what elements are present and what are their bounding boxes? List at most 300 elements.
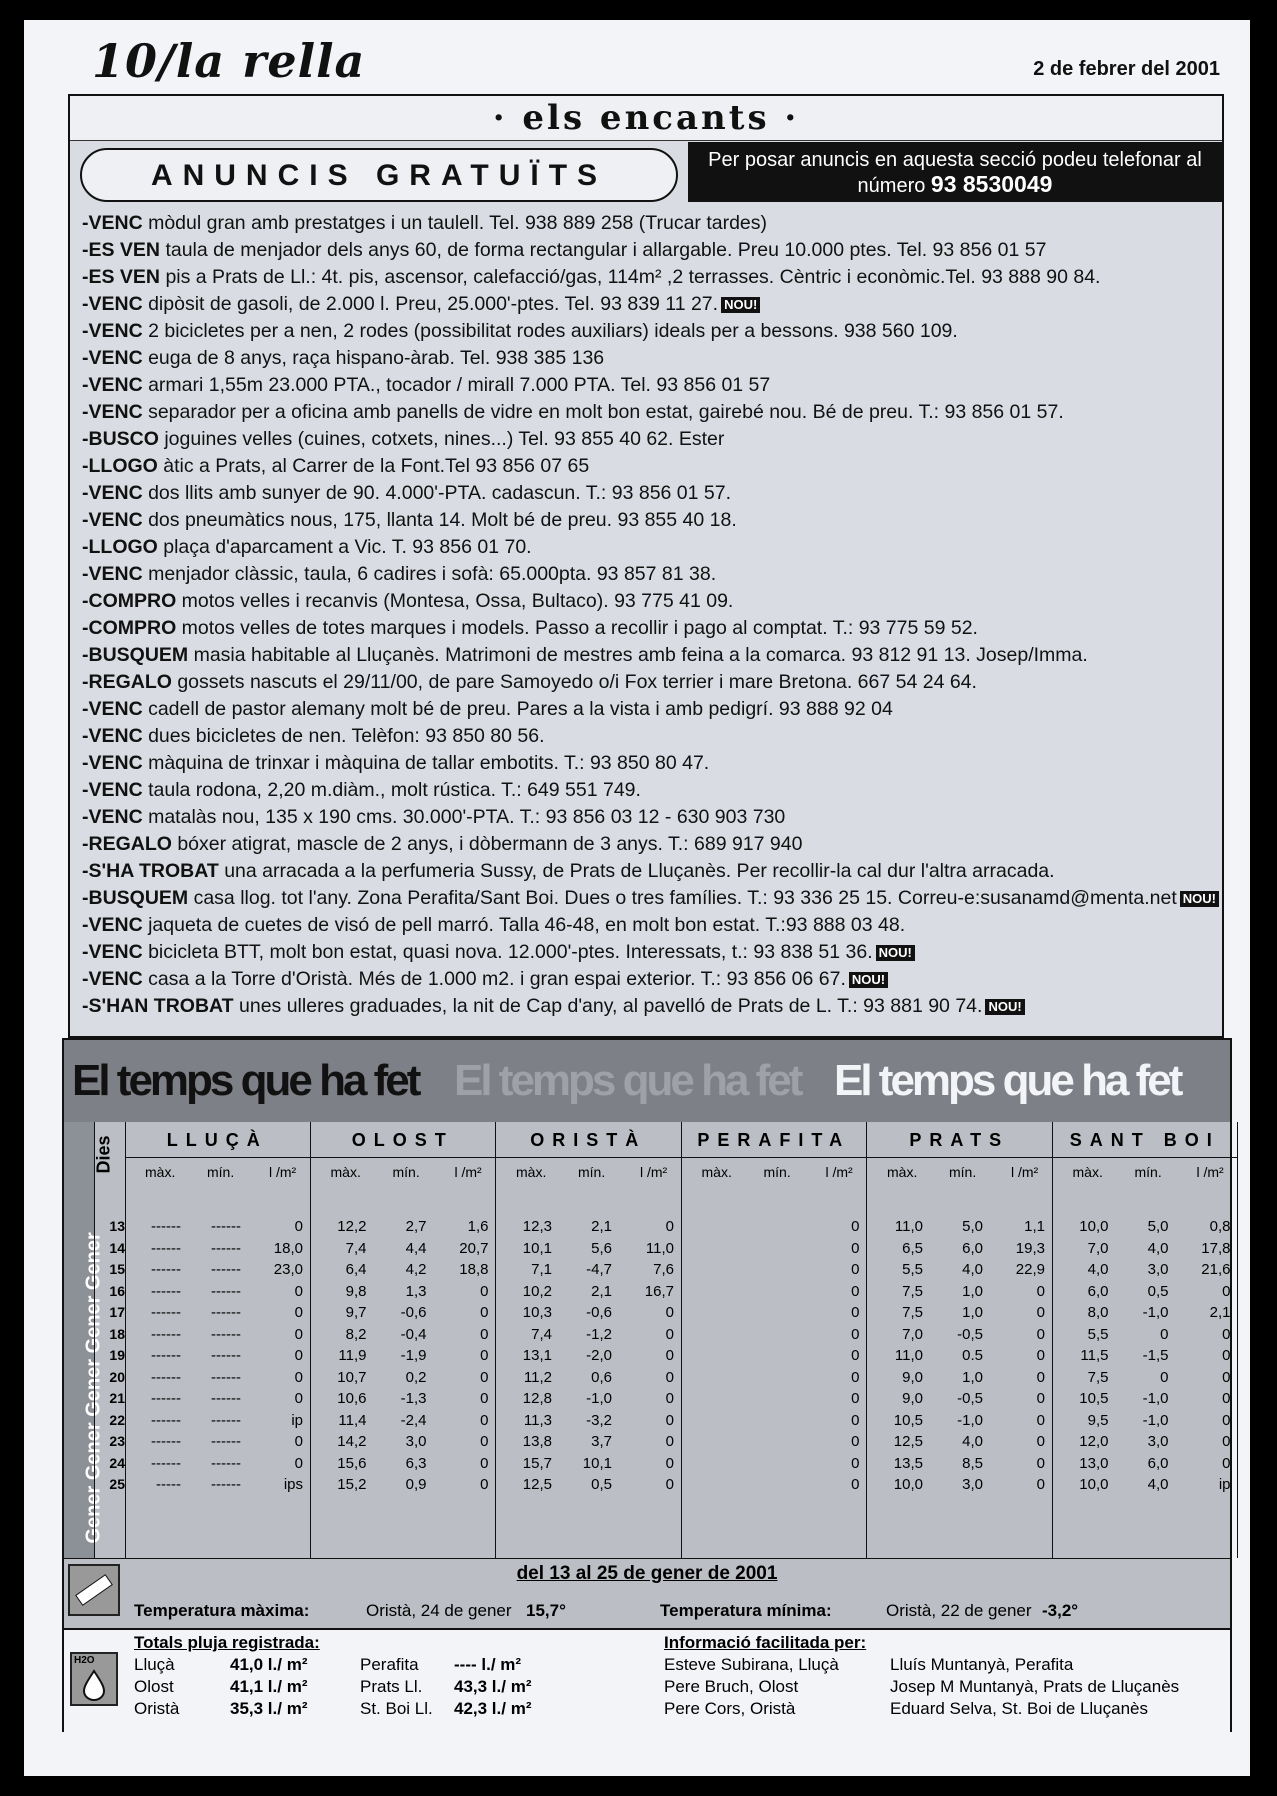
- reading-value: 4,0: [962, 1433, 983, 1450]
- rain-total-town: Olost: [134, 1677, 174, 1696]
- reading-value: 7,4: [345, 1239, 367, 1257]
- reading-value: 5,0: [962, 1218, 983, 1235]
- weather-section: [62, 1038, 1232, 1732]
- days-column: [94, 1122, 126, 1558]
- reading-value: ------: [211, 1261, 241, 1278]
- ad-keyword: -VENC: [82, 482, 143, 504]
- reading-value: 0: [294, 1433, 303, 1450]
- reading-value: 7,0: [1087, 1239, 1109, 1257]
- reading-value: 0: [294, 1347, 303, 1364]
- reading-value: -1,5: [1142, 1347, 1169, 1364]
- column-subheader: màx.: [887, 1164, 918, 1180]
- column-subheader: mín.: [763, 1164, 791, 1180]
- reading-value: 3,0: [405, 1433, 427, 1450]
- reading-value: 0: [851, 1368, 860, 1386]
- column-subheader: l /m²: [640, 1164, 668, 1180]
- ad-text: euga de 8 anys, raça hispano-àrab. Tel. 938 385 136: [142, 347, 605, 369]
- ad-item: [82, 966, 1222, 993]
- ad-text: taula de menjador dels anys 60, de forma rectangular i allargable. Preu 10.000 ptes. Tel. 93 856 01 57: [160, 239, 1047, 261]
- reading-value: 0: [480, 1282, 489, 1300]
- ad-item: [82, 480, 1222, 507]
- reading-value: ------: [151, 1454, 181, 1472]
- reading-value: -0,5: [957, 1390, 983, 1407]
- reading-value: 0: [851, 1282, 860, 1300]
- day-number: 21: [109, 1390, 125, 1406]
- ad-keyword: -S'HA TROBAT: [82, 860, 219, 882]
- reading-value: 0: [1222, 1347, 1231, 1364]
- day-number: 18: [109, 1325, 125, 1342]
- reading-value: 0: [665, 1325, 674, 1343]
- reading-value: 19,3: [1015, 1239, 1045, 1257]
- reading-value: 8,2: [345, 1325, 367, 1343]
- reading-value: 0: [294, 1218, 303, 1235]
- ad-item: [82, 453, 1222, 480]
- reading-value: ------: [151, 1433, 181, 1450]
- reading-value: ------: [151, 1390, 181, 1407]
- ad-text: gossets nascuts el 29/11/00, de pare Samoyedo o/i Fox terrier i mare Bretona. 667 54 24 64.: [171, 671, 977, 693]
- reading-value: 0: [851, 1304, 860, 1321]
- reading-value: 0,2: [405, 1368, 427, 1386]
- reading-value: 6,0: [1147, 1454, 1169, 1472]
- reading-value: 2,1: [591, 1282, 612, 1300]
- reading-value: -0,6: [400, 1304, 427, 1321]
- ad-text: una arracada a la perfumeria Sussy, de Prats de Lluçanès. Per recollir-la cal dur l'altra arracada.: [218, 860, 1055, 882]
- ad-text: 2 bicicletes per a nen, 2 rodes (possibilitat rodes auxiliars) ideals per a bessons. 938 560 109.: [142, 320, 958, 342]
- reading-value: 18,0: [273, 1239, 303, 1257]
- ad-text: taula rodona, 2,20 m.diàm., molt rústica. T.: 649 551 749.: [142, 779, 641, 801]
- ad-item: [82, 345, 1222, 372]
- reading-value: 0: [665, 1454, 674, 1472]
- reading-value: -----: [156, 1476, 181, 1493]
- reading-value: 11,0: [894, 1218, 923, 1235]
- contact-number: 93 8530049: [930, 171, 1053, 197]
- reading-value: 0: [480, 1325, 489, 1343]
- reading-value: ------: [211, 1218, 241, 1235]
- reading-value: 0: [851, 1239, 860, 1257]
- ad-keyword: -REGALO: [82, 671, 172, 693]
- ad-keyword: -VENC: [82, 563, 143, 585]
- reading-value: 10,0: [1079, 1218, 1109, 1235]
- temperature-extremes: [64, 1596, 1230, 1626]
- reading-value: 13,0: [1079, 1454, 1109, 1472]
- reading-value: 1,1: [1024, 1218, 1045, 1235]
- page-header: [70, 34, 1220, 96]
- reading-value: 10,1: [522, 1239, 552, 1257]
- ad-keyword: -VENC: [82, 806, 143, 828]
- reading-value: 0: [1160, 1368, 1169, 1386]
- reading-value: -3,2: [586, 1411, 612, 1429]
- ad-keyword: -ES VEN: [82, 266, 161, 288]
- reading-value: -2,0: [586, 1347, 612, 1364]
- ad-text: menjador clàssic, taula, 6 cadires i sofà: 65.000pta. 93 857 81 38.: [142, 563, 717, 585]
- rain-total-value: 41,0 l./ m²: [230, 1655, 308, 1674]
- reading-value: 6,3: [405, 1454, 427, 1472]
- reading-value: 4,0: [1147, 1239, 1169, 1257]
- ad-item: [82, 291, 1222, 318]
- reading-value: 0: [480, 1411, 489, 1429]
- reading-value: 1,0: [962, 1368, 983, 1386]
- info-credit: Pere Bruch, Olost: [664, 1677, 799, 1696]
- reading-value: 1,0: [962, 1304, 983, 1321]
- station-name: ORISTÀ: [496, 1130, 681, 1158]
- section-title: · els encants ·: [70, 96, 1222, 141]
- info-credit: Pere Cors, Oristà: [664, 1699, 796, 1718]
- ad-keyword: -BUSQUEM: [82, 887, 189, 909]
- reading-value: 0: [480, 1454, 489, 1472]
- reading-value: 0: [480, 1368, 489, 1386]
- column-subheader: mín.: [578, 1164, 606, 1180]
- station-column: [682, 1122, 868, 1558]
- reading-value: 6,4: [345, 1261, 367, 1278]
- reading-value: ------: [151, 1368, 181, 1386]
- ad-item: [82, 507, 1222, 534]
- weather-title-echo: El temps que ha fet: [834, 1056, 1181, 1105]
- reading-value: 0: [665, 1304, 674, 1321]
- reading-value: 10,1: [582, 1454, 612, 1472]
- ad-text: dos pneumàtics nous, 175, llanta 14. Molt bé de preu. 93 855 40 18.: [142, 509, 737, 531]
- ad-text: joguines velles (cuines, cotxets, nines...) Tel. 93 855 40 62. Ester: [158, 428, 725, 450]
- ad-item: [82, 696, 1222, 723]
- reading-value: 0: [1036, 1476, 1045, 1493]
- ad-keyword: -VENC: [82, 779, 143, 801]
- reading-value: 5,0: [1147, 1218, 1169, 1235]
- day-number: 17: [109, 1304, 125, 1320]
- ad-keyword: -VENC: [82, 374, 143, 396]
- reading-value: -2,4: [400, 1411, 427, 1429]
- ad-item: [82, 642, 1222, 669]
- reading-value: 11,0: [645, 1239, 674, 1257]
- column-subheader: màx.: [701, 1164, 732, 1180]
- reading-value: 0: [1036, 1433, 1045, 1450]
- newspaper-page: [24, 20, 1250, 1776]
- reading-value: 0,5: [591, 1476, 612, 1493]
- reading-value: 12,0: [1079, 1433, 1109, 1450]
- reading-value: 2,7: [405, 1218, 427, 1235]
- reading-value: ip: [291, 1411, 303, 1429]
- station-column: [496, 1122, 682, 1558]
- reading-value: 12,5: [522, 1476, 552, 1493]
- reading-value: 0,8: [1209, 1218, 1231, 1235]
- reading-value: 4,4: [405, 1239, 427, 1257]
- reading-value: 4,0: [1087, 1261, 1109, 1278]
- reading-value: 0: [1222, 1411, 1231, 1429]
- ad-text: separador per a oficina amb panells de vidre en molt bon estat, gairebé nou. Bé de preu. T.: 93 856 01 57.: [142, 401, 1064, 423]
- ad-text: masia habitable al Lluçanès. Matrimoni de mestres amb feina a la comarca. 93 812 91 13. Josep/Imma.: [188, 644, 1088, 666]
- ad-item: [82, 777, 1222, 804]
- reading-value: 0,9: [405, 1476, 427, 1493]
- ad-text: dipòsit de gasoli, de 2.000 l. Preu, 25.000'-ptes. Tel. 93 839 11 27.: [142, 293, 719, 315]
- weather-title: El temps que ha fet: [72, 1056, 419, 1105]
- reading-value: -1,9: [400, 1347, 427, 1364]
- reading-value: 0,6: [591, 1368, 612, 1386]
- ad-keyword: -VENC: [82, 401, 143, 423]
- new-badge: NOU!: [985, 999, 1024, 1015]
- ad-text: màquina de trinxar i màquina de tallar embotits. T.: 93 850 80 47.: [142, 752, 710, 774]
- ad-item: [82, 615, 1222, 642]
- reading-value: ------: [211, 1368, 241, 1386]
- station-name: OLOST: [311, 1130, 496, 1158]
- ad-item: [82, 399, 1222, 426]
- rain-total-town: Prats Ll.: [360, 1677, 423, 1696]
- station-column: [311, 1122, 497, 1558]
- reading-value: 0: [1036, 1454, 1045, 1472]
- reading-value: 9,0: [902, 1390, 923, 1407]
- column-subheader: màx.: [330, 1164, 361, 1180]
- reading-value: 0: [480, 1390, 489, 1407]
- reading-value: 0: [665, 1433, 674, 1450]
- ad-item: [82, 885, 1222, 912]
- ad-item: [82, 210, 1222, 237]
- reading-value: 0: [480, 1347, 489, 1364]
- ad-item: [82, 534, 1222, 561]
- reading-value: -1,0: [1142, 1304, 1169, 1321]
- reading-value: 0: [665, 1218, 674, 1235]
- reading-value: 0,5: [1147, 1282, 1169, 1300]
- reading-value: ------: [211, 1476, 241, 1493]
- column-subheader: l /m²: [269, 1164, 297, 1180]
- ad-keyword: -VENC: [82, 293, 143, 315]
- reading-value: ------: [211, 1390, 241, 1407]
- reading-value: 7,5: [902, 1282, 923, 1300]
- reading-value: 0: [851, 1411, 860, 1429]
- column-subheader: l /m²: [1196, 1164, 1224, 1180]
- reading-value: 0: [294, 1454, 303, 1472]
- new-badge: NOU!: [721, 297, 760, 313]
- weather-title-echo: El temps que ha fet: [454, 1056, 801, 1105]
- reading-value: 6,0: [962, 1239, 983, 1257]
- ad-text: motos velles de totes marques i models. Passo a recollir i pago al comptat. T.: 93 775 59 52.: [176, 617, 978, 639]
- reading-value: 10,7: [337, 1368, 367, 1386]
- reading-value: 0: [1222, 1390, 1231, 1407]
- reading-value: 4,2: [405, 1261, 427, 1278]
- reading-value: 2,1: [591, 1218, 612, 1235]
- ad-item: [82, 912, 1222, 939]
- free-ads-banner: ANUNCIS GRATUÏTS: [80, 148, 678, 202]
- column-subheader: mín.: [392, 1164, 420, 1180]
- reading-value: 0: [294, 1282, 303, 1300]
- reading-value: -0,5: [957, 1325, 983, 1343]
- station-name: PRATS: [867, 1130, 1052, 1158]
- ad-item: [82, 318, 1222, 345]
- reading-value: 15,7: [522, 1454, 552, 1472]
- reading-value: 3,0: [1147, 1261, 1169, 1278]
- day-number: 24: [109, 1454, 125, 1471]
- ad-item: [82, 750, 1222, 777]
- reading-value: 1,0: [962, 1282, 983, 1300]
- station-name: LLUÇÀ: [125, 1130, 310, 1158]
- day-number: 13: [109, 1218, 125, 1234]
- ad-item: [82, 372, 1222, 399]
- column-subheader: l /m²: [454, 1164, 482, 1180]
- day-number: 14: [109, 1239, 125, 1256]
- reading-value: ------: [151, 1239, 181, 1257]
- reading-value: 0: [480, 1433, 489, 1450]
- reading-value: 0: [294, 1325, 303, 1343]
- reading-value: 0: [1036, 1304, 1045, 1321]
- reading-value: 0: [851, 1325, 860, 1343]
- reading-value: ------: [151, 1411, 181, 1429]
- tmin-value: -3,2°: [1042, 1601, 1079, 1620]
- day-number: 19: [109, 1347, 125, 1363]
- issue-date: 2 de febrer del 2001: [1033, 58, 1220, 80]
- ad-keyword: -VENC: [82, 752, 143, 774]
- reading-value: 0: [665, 1411, 674, 1429]
- column-subheader: màx.: [145, 1164, 176, 1180]
- reading-value: 6,5: [902, 1239, 923, 1257]
- reading-value: 21,6: [1201, 1261, 1231, 1278]
- ad-keyword: -ES VEN: [82, 239, 161, 261]
- reading-value: 4,0: [1147, 1476, 1169, 1493]
- ad-item: [82, 264, 1222, 291]
- rain-total-value: 41,1 l./ m²: [230, 1677, 308, 1696]
- reading-value: 0: [1036, 1325, 1045, 1343]
- reading-value: 0: [851, 1218, 860, 1235]
- reading-value: 0.5: [962, 1347, 983, 1364]
- ad-text: dues bicicletes de nen. Telèfon: 93 850 80 56.: [142, 725, 545, 747]
- reading-value: 3,0: [1147, 1433, 1169, 1450]
- reading-value: 11,5: [1080, 1347, 1109, 1364]
- reading-value: 10,5: [893, 1411, 923, 1429]
- ad-keyword: -VENC: [82, 941, 143, 963]
- reading-value: -4,7: [586, 1261, 612, 1278]
- reading-value: 12,3: [522, 1218, 552, 1235]
- reading-value: ------: [211, 1411, 241, 1429]
- ad-keyword: -VENC: [82, 914, 143, 936]
- reading-value: -1,0: [957, 1411, 983, 1429]
- rain-total-value: 35,3 l./ m²: [230, 1699, 308, 1718]
- reading-value: -0,4: [400, 1325, 427, 1343]
- reading-value: ------: [211, 1239, 241, 1257]
- ad-keyword: -VENC: [82, 509, 143, 531]
- ad-item: [82, 831, 1222, 858]
- column-subheader: mín.: [207, 1164, 235, 1180]
- reading-value: 0: [1036, 1411, 1045, 1429]
- reading-value: 0: [851, 1454, 860, 1472]
- reading-value: ------: [211, 1347, 241, 1364]
- station-column: [1053, 1122, 1239, 1558]
- reading-value: 0: [1036, 1390, 1045, 1407]
- ad-item: [82, 669, 1222, 696]
- station-column: [125, 1122, 311, 1558]
- day-number: 23: [109, 1433, 125, 1449]
- new-badge: NOU!: [849, 972, 888, 988]
- reading-value: 0: [1222, 1368, 1231, 1386]
- reading-value: ------: [211, 1282, 241, 1300]
- reading-value: 9,5: [1087, 1411, 1109, 1429]
- reading-value: 3,0: [962, 1476, 983, 1493]
- reading-value: 8,5: [962, 1454, 983, 1472]
- reading-value: ------: [211, 1433, 241, 1450]
- reading-value: 12,5: [893, 1433, 923, 1450]
- rain-total-value: 43,3 l./ m²: [454, 1677, 532, 1696]
- reading-value: 22,9: [1015, 1261, 1045, 1278]
- ad-keyword: -COMPRO: [82, 617, 177, 639]
- ad-keyword: -S'HAN TROBAT: [82, 995, 234, 1017]
- rain-total-town: Perafita: [360, 1655, 419, 1674]
- reading-value: ------: [151, 1218, 181, 1235]
- ad-keyword: -LLOGO: [82, 536, 158, 558]
- reading-value: 0: [480, 1304, 489, 1321]
- reading-value: 1,6: [467, 1218, 489, 1235]
- rain-total-town: Lluçà: [134, 1655, 175, 1674]
- ad-text: dos llits amb sunyer de 90. 4.000'-PTA. cadascun. T.: 93 856 01 57.: [142, 482, 732, 504]
- ad-keyword: -VENC: [82, 968, 143, 990]
- ad-text: casa llog. tot l'any. Zona Perafita/Sant Boi. Dues o tres famílies. T.: 93 336 25 15. Correu-e:susanamd@menta.net: [188, 887, 1177, 909]
- reading-value: 7,5: [902, 1304, 923, 1321]
- reading-value: 0: [1222, 1282, 1231, 1300]
- reading-value: 11,4: [338, 1411, 367, 1429]
- day-number: 15: [109, 1261, 125, 1277]
- rain-total-town: St. Boi Ll.: [360, 1699, 433, 1718]
- reading-value: 7,0: [902, 1325, 923, 1343]
- ads-list: [82, 210, 1222, 1020]
- reading-value: 0: [665, 1368, 674, 1386]
- rain-total-value: ---- l./ m²: [454, 1655, 522, 1674]
- ad-item: [82, 426, 1222, 453]
- period-caption: del 13 al 25 de gener de 2001: [64, 1558, 1230, 1591]
- ad-keyword: -BUSQUEM: [82, 644, 189, 666]
- info-credit: Josep M Muntanyà, Prats de Lluçanès: [890, 1677, 1180, 1696]
- ad-keyword: -VENC: [82, 725, 143, 747]
- ad-item: [82, 804, 1222, 831]
- ad-keyword: -BUSCO: [82, 428, 159, 450]
- reading-value: -0,6: [586, 1304, 612, 1321]
- ad-text: àtic a Prats, al Carrer de la Font.Tel 93 856 07 65: [157, 455, 590, 477]
- day-number: 16: [109, 1282, 125, 1299]
- ad-keyword: -VENC: [82, 320, 143, 342]
- ad-text: armari 1,55m 23.000 PTA., tocador / mirall 7.000 PTA. Tel. 93 856 01 57: [142, 374, 771, 396]
- column-subheader: l /m²: [825, 1164, 853, 1180]
- masthead-logo: 10/la rella: [92, 34, 366, 88]
- reading-value: 0: [294, 1390, 303, 1407]
- reading-value: 0: [1222, 1325, 1231, 1343]
- reading-value: 10,0: [1079, 1476, 1109, 1493]
- reading-value: 10,3: [522, 1304, 552, 1321]
- reading-value: 11,3: [523, 1411, 552, 1429]
- reading-value: 13,8: [522, 1433, 552, 1450]
- info-title: Informació facilitada per:: [664, 1633, 867, 1652]
- ad-item: [82, 237, 1222, 264]
- column-subheader: màx.: [516, 1164, 547, 1180]
- ad-text: bóxer atigrat, mascle de 2 anys, i dòbermann de 3 anys. T.: 689 917 940: [171, 833, 803, 855]
- tmin-place: Oristà, 22 de gener: [886, 1601, 1032, 1620]
- ad-text: bicicleta BTT, molt bon estat, quasi nova. 12.000'-ptes. Interessats, t.: 93 838 51 36.: [142, 941, 873, 963]
- reading-value: -1,0: [586, 1390, 612, 1407]
- reading-value: 10,2: [522, 1282, 552, 1300]
- reading-value: 11,0: [894, 1347, 923, 1364]
- column-subheader: mín.: [949, 1164, 977, 1180]
- reading-value: 0: [1222, 1433, 1231, 1450]
- station-name: PERAFITA: [682, 1130, 867, 1158]
- ad-keyword: -VENC: [82, 347, 143, 369]
- day-number: 22: [109, 1411, 125, 1428]
- reading-value: 0: [1160, 1325, 1169, 1343]
- reading-value: 10,6: [337, 1390, 367, 1407]
- reading-value: 0: [1036, 1368, 1045, 1386]
- reading-value: 2,1: [1209, 1304, 1231, 1321]
- reading-value: ips: [283, 1476, 303, 1493]
- reading-value: 7,5: [1087, 1368, 1109, 1386]
- classifieds-section: [68, 94, 1224, 1038]
- reading-value: ------: [211, 1454, 241, 1472]
- reading-value: 14,2: [337, 1433, 367, 1450]
- reading-value: 0: [851, 1390, 860, 1407]
- ad-text: cadell de pastor alemany molt bé de preu. Pares a la vista i amb pedigrí. 93 888 92 04: [142, 698, 893, 720]
- info-credit: Esteve Subirana, Lluçà: [664, 1655, 839, 1674]
- reading-value: 0: [665, 1347, 674, 1364]
- reading-value: 12,8: [522, 1390, 552, 1407]
- contact-text: Per posar anuncis en aquesta secció podeu telefonar al número: [708, 149, 1202, 197]
